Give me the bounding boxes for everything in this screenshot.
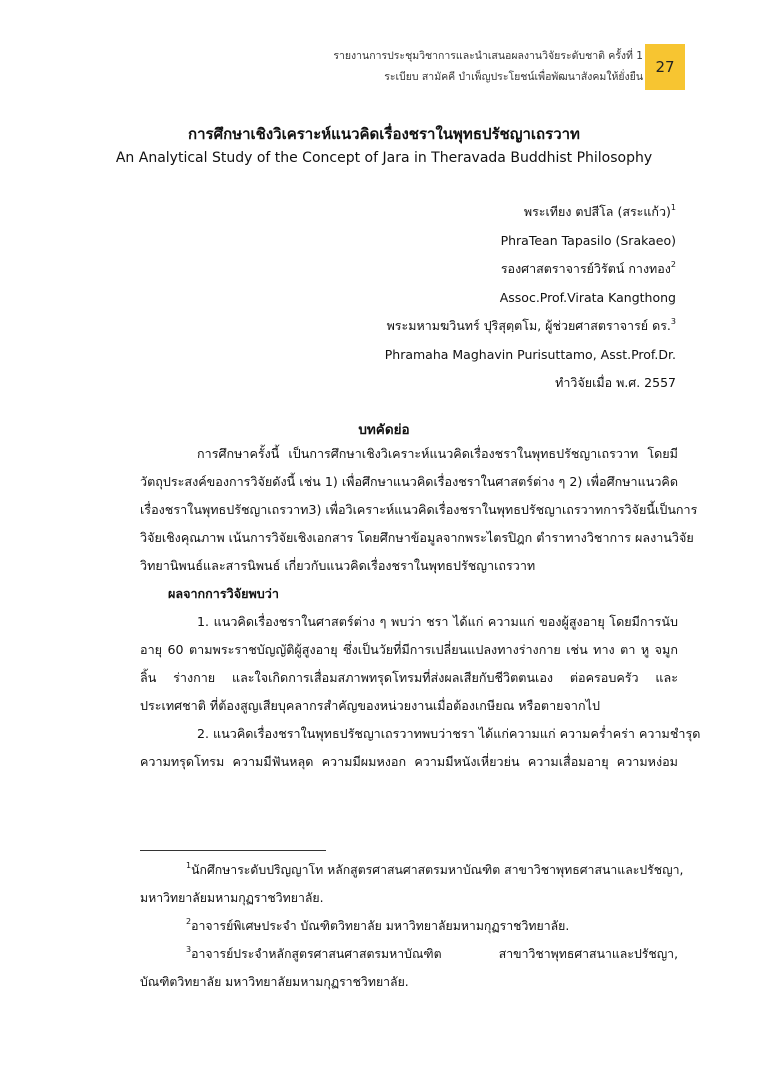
footnote-number: 2 <box>186 917 192 926</box>
abstract-paragraph-3 <box>140 720 701 776</box>
author-text: พระมหามฆวินทร์ ปุริสุตฺตโม, ผู้ช่วยศาสตราจารย์ ดร. <box>386 318 671 333</box>
abstract-paragraph-2 <box>140 608 678 720</box>
abstract-paragraph-1 <box>140 440 698 580</box>
footnote-line <box>140 856 684 884</box>
footnote-line: บัณฑิตวิทยาลัย มหาวิทยาลัยมหามกุฏราชวิทยาลัย. <box>140 975 409 989</box>
abstract-heading: บทคัดย่อ <box>358 422 410 438</box>
author-line <box>385 227 676 256</box>
header-conference-line: รายงานการประชุมวิชาการและนำเสนอผลงานวิจัยระดับชาติ ครั้งที่ 1 <box>333 50 643 62</box>
text-line: อายุ 60 ตามพระราชบัญญัติผู้สูงอายุ ซึ่งเป็นวัยที่มีการเปลี่ยนแปลงทางร่างกาย เช่น ทาง ตา หู จมูก <box>140 642 678 657</box>
footnote-2 <box>140 912 678 940</box>
footnote-number: 1 <box>186 861 192 870</box>
footnote-line <box>140 912 678 940</box>
footnote-text: นักศึกษาระดับปริญญาโท หลักสูตรศาสนศาสตรมหาบัณฑิต สาขาวิชาพุทธศาสนาและปรัชญา, <box>191 863 684 877</box>
page-number: 27 <box>655 58 675 76</box>
title-thai: การศึกษาเชิงวิเคราะห์แนวคิดเรื่องชราในพุทธปรัชญาเถรวาท <box>188 125 580 143</box>
footnote-3 <box>140 940 678 996</box>
author-text: รองศาสตราจารย์วิรัตน์ กางทอง <box>500 261 671 276</box>
text-line: เรื่องชราในพุทธปรัชญาเถรวาท3) เพื่อวิเคราะห์แนวคิดเรื่องชราในพุทธปรัชญาเถรวาทการวิจัยนี้เป็นการ <box>140 502 698 517</box>
footnotes <box>140 856 684 996</box>
text-line: 2. แนวคิดเรื่องชราในพุทธปรัชญาเถรวาทพบว่าชรา ได้แก่ความแก่ ความคร่ำคร่า ความชำรุด <box>197 726 701 741</box>
footnote-number: 3 <box>186 945 192 954</box>
footnote-text: อาจารย์พิเศษประจำ บัณฑิตวิทยาลัย มหาวิทยาลัยมหามกุฏราชวิทยาลัย. <box>191 919 570 933</box>
author-line <box>385 255 676 284</box>
footnote-line <box>140 940 678 968</box>
author-text: ทำวิจัยเมื่อ พ.ศ. 2557 <box>555 375 676 390</box>
author-block <box>385 198 676 398</box>
author-footnote-mark: 2 <box>670 260 676 269</box>
author-line <box>385 312 676 341</box>
text-line: การศึกษาครั้งนี้ เป็นการศึกษาเชิงวิเคราะห์แนวคิดเรื่องชราในพุทธปรัชญาเถรวาท โดยมี <box>197 446 678 461</box>
footnote-line: มหาวิทยาลัยมหามกุฏราชวิทยาลัย. <box>140 891 324 905</box>
author-footnote-mark: 3 <box>670 317 676 326</box>
text-line: ความทรุดโทรม ความมีฟันหลุด ความมีผมหงอก ความมีหนังเหี่ยวย่น ความเสื่อมอายุ ความหง่อม <box>140 754 678 769</box>
header-motto-line: ระเบียบ สามัคคี บำเพ็ญประโยชน์เพื่อพัฒนาสังคมให้ยั่งยืน <box>384 71 643 83</box>
author-footnote-mark: 1 <box>670 203 676 212</box>
text-line: ประเทศชาติ ที่ต้องสูญเสียบุคลากรสำคัญของหน่วยงานเมื่อต้องเกษียณ หรือตายจากไป <box>140 698 600 713</box>
results-heading: ผลจากการวิจัยพบว่า <box>168 586 279 601</box>
footnote-text: อาจารย์ประจำหลักสูตรศาสนศาสตรมหาบัณฑิต สาขาวิชาพุทธศาสนาและปรัชญา, <box>191 947 678 961</box>
text-line: 1. แนวคิดเรื่องชราในศาสตร์ต่าง ๆ พบว่า ชรา ได้แก่ ความแก่ ของผู้สูงอายุ โดยมีการนับ <box>197 614 678 629</box>
running-header <box>333 46 643 88</box>
author-line <box>385 284 676 313</box>
author-text: พระเทียง ตปสีโล (สระแก้ว) <box>523 204 671 219</box>
abstract-body <box>140 440 701 776</box>
text-line: วิทยานิพนธ์และสารนิพนธ์ เกี่ยวกับแนวคิดเรื่องชราในพุทธปรัชญาเถรวาท <box>140 558 536 573</box>
author-text: Assoc.Prof.Virata Kangthong <box>499 289 676 305</box>
author-line <box>385 341 676 370</box>
author-text: Phramaha Maghavin Purisuttamo, Asst.Prof.Dr. <box>384 346 676 362</box>
author-text: PhraTean Tapasilo (Srakaeo) <box>500 232 676 248</box>
footnote-divider <box>140 850 326 851</box>
author-line <box>385 198 676 227</box>
footnote-1 <box>140 856 684 912</box>
research-year <box>385 369 676 398</box>
text-line: วัตถุประสงค์ของการวิจัยดังนี้ เช่น 1) เพื่อศึกษาแนวคิดเรื่องชราในศาสตร์ต่าง ๆ 2) เพื่อศึกษาแนวคิด <box>140 474 678 489</box>
text-line: วิจัยเชิงคุณภาพ เน้นการวิจัยเชิงเอกสาร โดยศึกษาข้อมูลจากพระไตรปิฎก ตำราทางวิชาการ ผลงานวิจัย <box>140 530 694 545</box>
text-line: ลิ้น ร่างกาย และใจเกิดการเสื่อมสภาพทรุดโทรมที่ส่งผลเสียกับชีวิตตนเอง ต่อครอบครัว และ <box>140 670 678 685</box>
page-number-badge <box>645 44 685 90</box>
title-english: An Analytical Study of the Concept of Jara in Theravada Buddhist Philosophy <box>115 150 653 166</box>
